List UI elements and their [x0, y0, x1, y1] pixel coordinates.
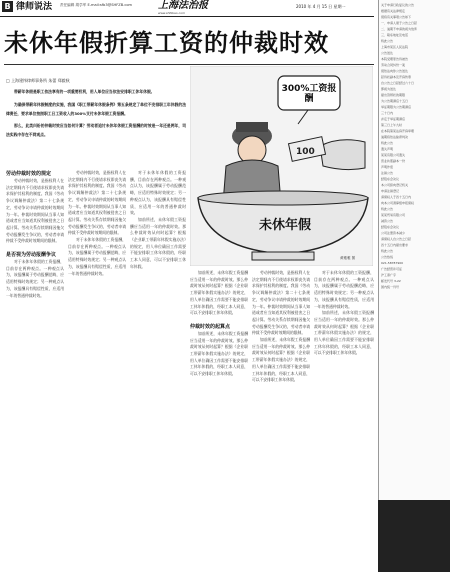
notice-line: 经股东会决议 [381, 177, 400, 181]
byline-text: 上海建纬律师事务所 朱蕾 郑毅秋 [11, 78, 70, 83]
article-intro [6, 88, 186, 140]
notice-line: 遗失声明 [381, 147, 394, 151]
notice-line: 公告送达 [381, 51, 394, 55]
body-column-1 [6, 170, 64, 565]
notice-line: 现将有关事项公告如下 [381, 15, 412, 19]
body-column-6 [314, 270, 374, 565]
notice-line: 请债权人于四十五日内 [381, 195, 412, 199]
section-body: 对于未休年休假的工资报酬，目前存在两种观点。一种观点认为，该报酬属于劳动报酬范畴，应适用特殊时效规定；另一种观点认为，该报酬具有赔偿性质，应适用一年的普通仲裁时效。 [314, 270, 374, 309]
notice-line: 一、申请人须于公告之日起 [381, 21, 418, 25]
notice-line: 向本公司清算组申报债权 [381, 201, 415, 205]
section-body: 如前所述，未休年假工资报酬应当适用一年的仲裁时效。那么仲裁时效从何时起算？根据《企业职工带薪年休假实施办法》的规定，用人单位确因工作需要不能安排职工休年休假的，经职工本人同意，可以不安排职工休年休假。 [252, 337, 310, 383]
notice-line: 二、逾期不申请的视为放弃 [381, 27, 418, 31]
section-body: 如前所述，未休年假工资报酬应当适用一年的仲裁时效。那么仲裁时效从何时起算？根据《企业职工带薪年休假实施办法》的规定，用人单位确因工作需要不能安排职工休年休假的，经职工本人同意，可以不安排职工休年休假。 [190, 270, 248, 316]
intro-paragraph: 为确保带薪年休假制度的实施，我国《职工带薪年休假条例》第五条规定了单位不安排职工年休假的法律责任，要求单位按照职工日工资收入的300%支付未休年假工资报酬。 [6, 101, 186, 116]
notice-line: 减资公告 [381, 219, 394, 223]
notice-line: 公司注册资本减少 [381, 231, 406, 235]
svg-text:100: 100 [296, 147, 315, 157]
notice-line: 本公司拟向登记机关 [381, 183, 409, 187]
article-byline: □ 上海建纬律师事务所 朱蕾 郑毅秋 [6, 78, 70, 83]
notice-line: 021-58787900 [381, 261, 404, 265]
notice-line: 自公告之日起经过六十日 [381, 81, 415, 85]
section-logo: B [2, 1, 13, 12]
notice-line: 根据有关法律规定 [381, 9, 406, 13]
notice-line: 声明作废 [381, 165, 394, 169]
notice-line: 邮发代号 3-22 [381, 279, 401, 283]
illustration-bowl-text: 未休年假 [258, 218, 311, 233]
notice-line: 请债权人自公告之日起 [381, 237, 412, 241]
notice-line: 三、联系地址及电话 [381, 33, 409, 37]
body-column-2 [68, 170, 126, 565]
section-body: 如前所述，未休年假工资报酬应当适用一年的仲裁时效。那么仲裁时效从何时起算？根据《企业职工带薪年休假实施办法》的规定，用人单位确因工作需要不能安排职工休年休假的，经职工本人同意，可以不安排职工休年休假。 [190, 330, 248, 377]
notice-line: 本院受理原告诉被告 [381, 57, 409, 61]
notice-line: 即视为送达 [381, 87, 397, 91]
notice-line: 国内统一刊号 [381, 285, 400, 289]
section-body: 对于未休年休假的工资报酬，目前存在两种观点。一种观点认为，该报酬属于劳动报酬范畴，应适用特殊时效规定；另一种观点认为，该报酬具有赔偿性质，应适用一年的普通仲裁时效。 [6, 259, 64, 298]
notice-line: 并定于举证期满后 [381, 117, 406, 121]
section-body: 劳动仲裁时效，是指权利人在法定期间内不行使请求权即丧失请求保护其权利的制度。我国《劳动争议调解仲裁法》第二十七条规定，劳动争议申请仲裁的时效期间为一年。仲裁时效期间从当事人知道或者应当知道其权利被侵害之日起计算。劳动关系存续期间因拖欠劳动报酬发生争议的，劳动者申请仲裁不受仲裁时效期间的限制。 [6, 178, 64, 244]
notice-line: 申请注销登记 [381, 189, 400, 193]
section-body: 对于未休年休假的工资报酬，目前存在两种观点。一种观点认为，该报酬属于劳动报酬范畴，应适用特殊时效规定；另一种观点认为，该报酬具有赔偿性质，应适用一年的普通仲裁时效。 [68, 237, 126, 276]
notice-line: 起诉状副本及开庭传票 [381, 75, 412, 79]
notice-line: 特此公告 [381, 39, 394, 43]
notice-line: 沪工商广字 [381, 273, 397, 277]
newspaper-url: www.shfzbao.com [158, 11, 186, 15]
section-body: 劳动仲裁时效，是指权利人在法定期间内不行使请求权即丧失请求保护其权利的制度。我国《劳动争议调解仲裁法》第二十七条规定，劳动争议申请仲裁的时效期间为一年。仲裁时效期间从当事人知道或者应当知道其权利被侵害之日起计算。劳动关系存续期间因拖欠劳动报酬发生争议的，劳动者申请仲裁不受仲裁时效期间的限制。 [68, 170, 126, 236]
notice-line: 某某有限公司遗失 [381, 153, 406, 157]
notice-line: 三十日内 [381, 111, 394, 115]
illustration-tag-text: 300%工资报酬 [281, 84, 337, 104]
notice-line: 提出答辩状的期限 [381, 93, 406, 97]
section-body: 对于未休年休假的工资报酬，目前存在两种观点。一种观点认为，该报酬属于劳动报酬范畴，应适用特殊时效规定；另一种观点认为，该报酬具有赔偿性质，应适用一年的普通仲裁时效。 [130, 170, 186, 216]
newspaper-masthead: 上海法治报 [158, 0, 208, 11]
notice-line: 营业执照副本一份 [381, 159, 406, 163]
section-heading: 仲裁时效的起算点 [190, 323, 231, 330]
editor-credit: 责任编辑 胡学军 E-mail:sfb3@SHFZB.com [60, 3, 133, 7]
notice-line: 经股东会决议 [381, 225, 400, 229]
notice-list [379, 0, 450, 290]
sidebar-footer-box [378, 500, 450, 572]
body-column-5 [252, 270, 310, 565]
notice-line: 上海市某区人民法院 [381, 45, 409, 49]
notice-line: 现依法向你公告送达 [381, 69, 409, 73]
section-body: 劳动仲裁时效，是指权利人在法定期间内不行使请求权即丧失请求保护其权利的制度。我国《劳动争议调解仲裁法》第二十七条规定，劳动争议申请仲裁的时效期间为一年。仲裁时效期间从当事人知道或者应当知道其权利被侵害之日起计算。劳动关系存续期间因拖欠劳动报酬发生争议的，劳动者申请仲裁不受仲裁时效期间的限制。 [252, 270, 310, 336]
intro-paragraph: 那么，此类纠纷的仲裁时效应当如何计算？劳动者追讨未休年休假工资报酬的时效是一年还是两年，司法实践中存在不同观点。 [6, 123, 186, 138]
section-body: 如前所述，未休年假工资报酬应当适用一年的仲裁时效。那么仲裁时效从何时起算？根据《企业职工带薪年休假实施办法》的规定，用人单位确因工作需要不能安排职工休年休假的，经职工本人同意，可以不安排职工休年休假。 [130, 216, 186, 269]
notice-line: 劳动合同纠纷一案 [381, 63, 406, 67]
notice-line: 逾期将依法缺席判决 [381, 135, 409, 139]
notice-line: 在本院第某法庭开庭审理 [381, 129, 415, 133]
notice-line: 注销公告 [381, 171, 394, 175]
body-column-3 [130, 170, 186, 565]
section-heading: 是否视为劳动报酬争议 [6, 252, 57, 259]
notice-line: 关于申请行政复议的公告 [381, 3, 415, 7]
notice-line: 特此公告 [381, 141, 394, 145]
notice-line: 第三日上午九时 [381, 123, 403, 127]
notice-line: 特此公告 [381, 249, 394, 253]
notice-line: 举证期限为公告期满后 [381, 105, 412, 109]
issue-date: 2010 年 4 月 15 日 星期一 [296, 4, 346, 9]
headline-rule [4, 64, 374, 65]
article-illustration [190, 66, 373, 266]
section-title: 律师说法 [16, 2, 53, 12]
section-body: 如前所述，未休年假工资报酬应当适用一年的仲裁时效。那么仲裁时效从何时起算？根据《企业职工带薪年休假实施办法》的规定，用人单位确因工作需要不能安排职工休年休假的，经职工本人同意，可以不安排职工休年休假。 [314, 310, 374, 356]
notice-line: 广告经营许可证 [381, 267, 403, 271]
intro-paragraph: 带薪年休假是职工依法享有的一项重要权利，用人单位应当依法安排职工休年休假。 [14, 89, 155, 94]
body-column-4 [190, 270, 248, 565]
notice-line: 公告热线 [381, 255, 394, 259]
notice-line: 某某贸易有限公司 [381, 213, 406, 217]
notice-line: 为公告期满后十五日 [381, 99, 409, 103]
section-heading: 劳动仲裁时效的规定 [6, 171, 52, 177]
notice-sidebar [378, 0, 450, 572]
illustration-credit: 黄雅雅 图 [340, 256, 356, 260]
article-headline: 未休年假折算工资的仲裁时效 [4, 29, 329, 57]
notice-line: 四十五日内提出要求 [381, 243, 409, 247]
notice-line: 特此公告 [381, 207, 394, 211]
